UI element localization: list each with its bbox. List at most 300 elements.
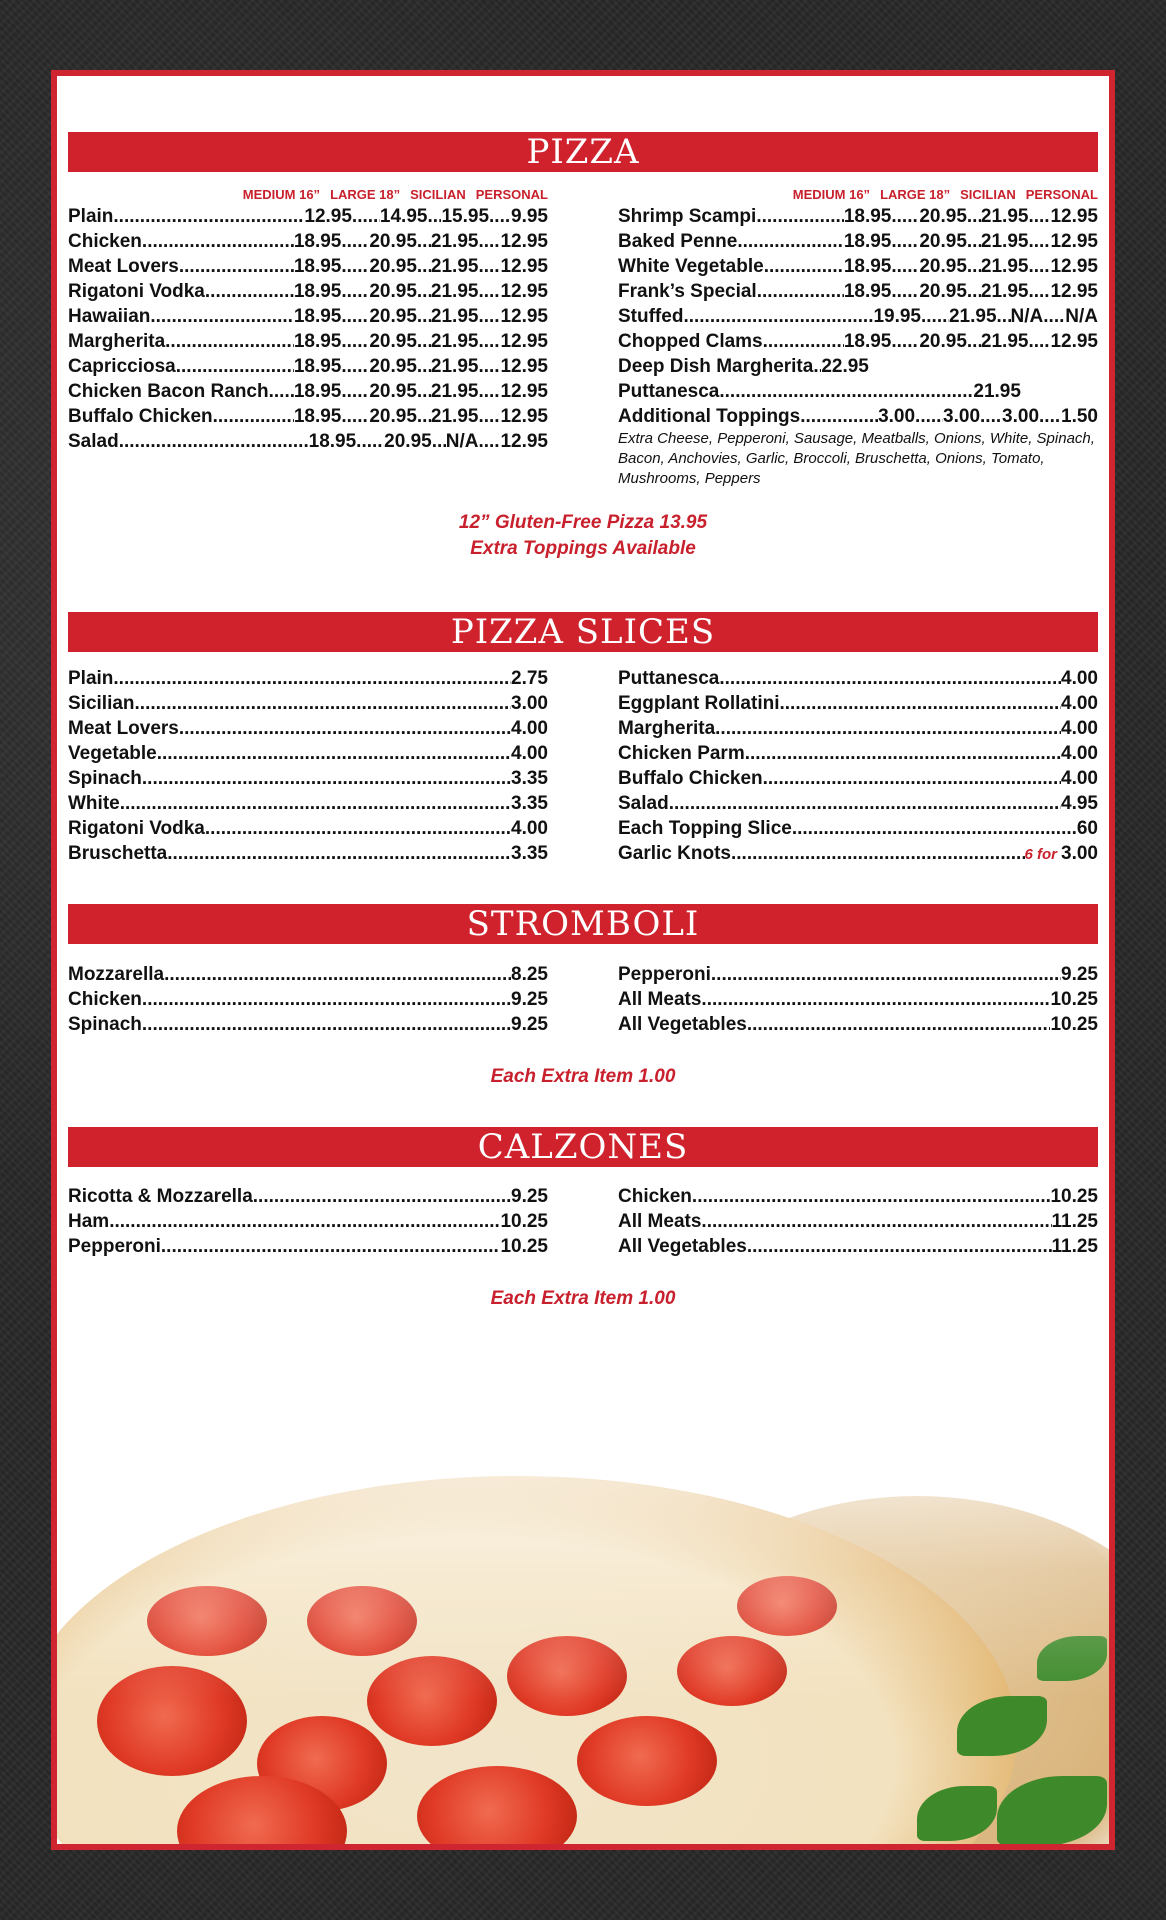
leader-dots — [167, 841, 511, 866]
item-price: 20.95 — [384, 431, 432, 452]
item-price: 21.95 — [430, 231, 479, 252]
leader-dots — [747, 1234, 1052, 1259]
item-price: 12.95 — [1050, 206, 1098, 227]
menu-item — [618, 279, 1098, 304]
calzones-right-column — [618, 1184, 1098, 1259]
item-price: 19.95 — [873, 306, 921, 327]
menu-item — [68, 841, 548, 866]
item-price: 4.00 — [1061, 768, 1098, 789]
leader-dots — [780, 691, 1062, 716]
item-name: Vegetable — [68, 743, 157, 764]
item-name: All Vegetables — [618, 1014, 747, 1035]
leader-dots — [142, 766, 511, 791]
leader-dots — [711, 962, 1061, 987]
menu-item — [618, 716, 1098, 741]
item-name: Bruschetta — [68, 843, 168, 864]
item-price: 18.95 — [293, 406, 342, 427]
item-name: Pepperoni — [618, 964, 711, 985]
menu-item — [618, 204, 1098, 229]
leader-dots — [341, 404, 369, 429]
leader-dots — [683, 304, 873, 329]
leader-dots — [921, 304, 949, 329]
item-name: Plain — [68, 668, 114, 689]
leader-dots — [432, 429, 446, 454]
leader-dots — [417, 354, 431, 379]
menu-item — [618, 741, 1098, 766]
leader-dots — [341, 254, 369, 279]
item-price: 12.95 — [1050, 281, 1098, 302]
item-price: N/A — [1065, 306, 1098, 327]
calzones-left-column — [68, 1184, 548, 1259]
item-price: 21.95 — [948, 306, 997, 327]
leader-dots — [142, 229, 294, 254]
menu-item — [618, 987, 1098, 1012]
menu-item — [618, 962, 1098, 987]
leader-dots — [1043, 304, 1065, 329]
leader-dots — [478, 229, 500, 254]
leader-dots — [1028, 329, 1050, 354]
leader-dots — [417, 329, 431, 354]
menu-item — [68, 229, 548, 254]
menu-item — [68, 1209, 548, 1234]
calzones-banner: CALZONES — [68, 1127, 1098, 1167]
leader-dots — [967, 229, 981, 254]
menu-item — [68, 1184, 548, 1209]
item-price: 20.95 — [919, 206, 967, 227]
item-name: Each Topping Slice — [618, 818, 792, 839]
menu-item-toppings: Additional Toppings ..... 3.00 ..... 3.00 ..... 3.00 ..... 1.50 — [618, 404, 1098, 429]
leader-dots — [417, 279, 431, 304]
item-price: 12.95 — [304, 206, 352, 227]
header-large: LARGE 18” — [330, 187, 401, 202]
item-price: 21.95 — [980, 231, 1029, 252]
item-price: 12.95 — [500, 331, 548, 352]
item-price: 12.95 — [500, 281, 548, 302]
leader-dots — [157, 741, 511, 766]
leader-dots — [478, 379, 500, 404]
menu-item — [68, 379, 548, 404]
menu-item — [618, 666, 1098, 691]
leader-dots — [341, 229, 369, 254]
leader-dots — [489, 204, 511, 229]
menu-item — [68, 987, 548, 1012]
item-price: 8.25 — [511, 964, 548, 985]
leader-dots — [891, 329, 919, 354]
leader-dots — [891, 254, 919, 279]
item-price: 11.25 — [1051, 1211, 1098, 1232]
toppings-list: Extra Cheese, Pepperoni, Sausage, Meatballs, Onions, White, Spinach, Bacon, Anchovies, Garlic, Broccoli, Bruschetta, Onions, Tomato, Mushrooms, Peppers — [618, 430, 1095, 487]
leader-dots — [253, 1184, 511, 1209]
gluten-free-note: 12” Gluten-Free Pizza 13.95 — [458, 512, 708, 533]
item-price: 18.95 — [293, 281, 342, 302]
item-price: 9.25 — [511, 989, 548, 1010]
item-price: 20.95 — [369, 406, 417, 427]
item-price: 9.25 — [511, 1186, 548, 1207]
item-price: 4.00 — [511, 743, 548, 764]
leader-dots — [142, 987, 511, 1012]
item-name: Capricciosa — [68, 356, 176, 377]
menu-item — [618, 766, 1098, 791]
item-name: Margherita — [68, 331, 166, 352]
leader-dots — [417, 229, 431, 254]
item-name: White — [68, 793, 120, 814]
menu-item — [68, 962, 548, 987]
item-price: 20.95 — [369, 331, 417, 352]
item-price: 20.95 — [369, 381, 417, 402]
slices-left-column — [68, 666, 548, 866]
item-price: 12.95 — [500, 381, 548, 402]
leader-dots — [891, 204, 919, 229]
menu-item — [68, 304, 548, 329]
menu-item — [618, 1234, 1098, 1259]
item-price: 3.00 — [511, 693, 548, 714]
leader-dots — [417, 254, 431, 279]
menu-item — [68, 791, 548, 816]
leader-dots — [715, 716, 1061, 741]
stromboli-right-column — [618, 962, 1098, 1037]
item-price: 18.95 — [293, 231, 342, 252]
item-price: 9.25 — [1061, 964, 1098, 985]
header-personal: PERSONAL — [475, 187, 548, 202]
leader-dots — [756, 204, 843, 229]
item-price: 4.00 — [511, 818, 548, 839]
item-price: 18.95 — [293, 356, 342, 377]
leader-dots — [719, 666, 1061, 691]
leader-dots — [164, 962, 511, 987]
item-price: 10.25 — [1050, 1014, 1098, 1035]
extra-toppings-note: Extra Toppings Available — [470, 538, 696, 559]
header-medium: MEDIUM 16” — [242, 187, 321, 202]
item-name: Spinach — [68, 1014, 142, 1035]
item-price: 21.95 — [980, 281, 1029, 302]
item-price: N/A — [445, 431, 479, 452]
leader-dots — [1028, 279, 1050, 304]
item-price: 18.95 — [308, 431, 357, 452]
menu-item — [68, 1234, 548, 1259]
leader-dots — [478, 354, 500, 379]
item-price: 20.95 — [369, 306, 417, 327]
leader-dots — [179, 716, 511, 741]
menu-item — [618, 1184, 1098, 1209]
item-price: 21.95 — [980, 331, 1029, 352]
leader-dots — [967, 204, 981, 229]
leader-dots — [341, 279, 369, 304]
leader-dots — [478, 329, 500, 354]
leader-dots — [113, 666, 511, 691]
pizza-right-column — [618, 186, 1098, 489]
menu-item — [618, 329, 1098, 354]
leader-dots — [427, 204, 441, 229]
leader-dots — [205, 816, 511, 841]
item-price: 18.95 — [843, 231, 892, 252]
item-price: 18.95 — [843, 206, 892, 227]
item-price: 9.25 — [511, 1014, 548, 1035]
item-price: 21.95 — [430, 381, 479, 402]
item-price: 18.95 — [293, 381, 342, 402]
item-name: Shrimp Scampi — [618, 206, 757, 227]
item-name: Buffalo Chicken — [618, 768, 763, 789]
leader-dots — [161, 1234, 501, 1259]
menu-board — [51, 70, 1115, 1850]
item-name: Chicken — [68, 989, 142, 1010]
item-name: Rigatoni Vodka — [68, 281, 205, 302]
menu-item — [68, 741, 548, 766]
item-name: All Vegetables — [618, 1236, 747, 1257]
item-price: 10.25 — [500, 1211, 548, 1232]
menu-item — [618, 1012, 1098, 1037]
item-name: Chicken — [618, 1186, 692, 1207]
pizza-photo — [57, 1336, 1109, 1850]
pizza-size-headers — [68, 186, 548, 204]
item-name: Meat Lovers — [68, 718, 179, 739]
leader-dots — [792, 816, 1072, 841]
item-name: Hawaiian — [68, 306, 151, 327]
item-name: Pepperoni — [68, 1236, 161, 1257]
item-price: 21.95 — [430, 306, 479, 327]
header-sicilian: SICILIAN — [960, 187, 1016, 202]
menu-item — [618, 304, 1098, 329]
item-price: 12.95 — [500, 431, 548, 452]
menu-item — [68, 354, 548, 379]
leader-dots — [701, 987, 1050, 1012]
menu-item — [68, 429, 548, 454]
item-name: Chopped Clams — [618, 331, 763, 352]
item-price: 20.95 — [369, 231, 417, 252]
menu-item — [68, 1012, 548, 1037]
item-price: 21.95 — [430, 356, 479, 377]
leader-dots — [341, 354, 369, 379]
menu-item — [68, 691, 548, 716]
leader-dots — [967, 329, 981, 354]
item-price: 3.35 — [511, 793, 548, 814]
leader-dots — [478, 304, 500, 329]
leader-dots — [1028, 254, 1050, 279]
item-price: 3.35 — [511, 768, 548, 789]
leader-dots — [478, 254, 500, 279]
photo-fade — [57, 1336, 1109, 1850]
item-price: 21.95 — [430, 281, 479, 302]
header-personal: PERSONAL — [1025, 187, 1098, 202]
menu-item — [68, 404, 548, 429]
leader-dots — [213, 404, 294, 429]
item-price: 12.95 — [500, 231, 548, 252]
menu-item: Deep Dish Margherita ..... 22.95 — [618, 354, 1098, 379]
leader-dots — [967, 279, 981, 304]
menu-item: Puttanesca ..... 21.95 — [618, 379, 1098, 404]
leader-dots — [119, 429, 309, 454]
item-name: Chicken Parm — [618, 743, 745, 764]
leader-dots — [417, 379, 431, 404]
item-name: Chicken Bacon Ranch — [68, 381, 269, 402]
item-name: All Meats — [618, 989, 702, 1010]
item-price: 20.95 — [919, 281, 967, 302]
item-name: All Meats — [618, 1211, 702, 1232]
item-name: White Vegetable — [618, 256, 764, 277]
pizza-size-headers-right — [618, 186, 1098, 204]
item-price: 3.35 — [511, 843, 548, 864]
item-price: 4.00 — [1061, 743, 1098, 764]
menu-item — [68, 204, 548, 229]
item-name: Baked Penne — [618, 231, 738, 252]
leader-dots — [120, 791, 511, 816]
leader-dots — [701, 1209, 1051, 1234]
item-price: 12.95 — [1050, 231, 1098, 252]
menu-item — [68, 329, 548, 354]
leader-dots — [764, 254, 844, 279]
item-name: Buffalo Chicken — [68, 406, 213, 427]
pizza-banner: PIZZA — [68, 132, 1098, 172]
item-price: 18.95 — [293, 256, 342, 277]
leader-dots — [165, 329, 294, 354]
menu-item-garlic-knots: Garlic Knots ..... 6 for 3.00 — [618, 841, 1098, 866]
leader-dots — [176, 354, 294, 379]
item-price: 10.25 — [1050, 1186, 1098, 1207]
leader-dots — [478, 404, 500, 429]
menu-item — [618, 791, 1098, 816]
item-price: 20.95 — [919, 256, 967, 277]
leader-dots — [669, 791, 1061, 816]
item-price: 20.95 — [919, 331, 967, 352]
header-medium: MEDIUM 16” — [792, 187, 871, 202]
menu-item — [618, 229, 1098, 254]
item-price: 12.95 — [500, 406, 548, 427]
menu-item — [68, 766, 548, 791]
leader-dots — [417, 404, 431, 429]
leader-dots — [356, 429, 384, 454]
item-price: 12.95 — [500, 256, 548, 277]
item-price: 21.95 — [430, 256, 479, 277]
leader-dots — [150, 304, 293, 329]
leader-dots — [341, 329, 369, 354]
header-sicilian: SICILIAN — [410, 187, 466, 202]
leader-dots — [763, 766, 1061, 791]
leader-dots — [142, 1012, 511, 1037]
leader-dots — [352, 204, 380, 229]
item-price: 21.95 — [980, 256, 1029, 277]
item-name: Plain — [68, 206, 114, 227]
item-name: Eggplant Rollatini — [618, 693, 780, 714]
item-name: Rigatoni Vodka — [68, 818, 205, 839]
stromboli-left-column — [68, 962, 548, 1037]
item-price: 21.95 — [430, 406, 479, 427]
item-price: 18.95 — [843, 281, 892, 302]
item-name: Margherita — [618, 718, 716, 739]
item-price: 21.95 — [430, 331, 479, 352]
leader-dots — [478, 279, 500, 304]
stromboli-banner: STROMBOLI — [68, 904, 1098, 944]
slices-banner: PIZZA SLICES — [68, 612, 1098, 652]
item-price: N/A — [1010, 306, 1044, 327]
menu-item — [618, 254, 1098, 279]
leader-dots — [891, 279, 919, 304]
menu-item — [618, 816, 1098, 841]
item-name: Mozzarella — [68, 964, 165, 985]
leader-dots — [747, 1012, 1051, 1037]
leader-dots — [205, 279, 294, 304]
item-name: Sicilian — [68, 693, 135, 714]
menu-item — [68, 279, 548, 304]
item-name: Salad — [68, 431, 119, 452]
item-price: 20.95 — [369, 356, 417, 377]
item-price: 21.95 — [980, 206, 1029, 227]
menu-item — [618, 1209, 1098, 1234]
leader-dots — [745, 741, 1061, 766]
menu-item — [68, 716, 548, 741]
leader-dots — [737, 229, 843, 254]
item-name: Meat Lovers — [68, 256, 179, 277]
leader-dots — [341, 304, 369, 329]
menu-item — [68, 666, 548, 691]
leader-dots — [757, 279, 844, 304]
item-price: .60 — [1071, 818, 1098, 839]
leader-dots — [692, 1184, 1051, 1209]
stromboli-note: Each Extra Item 1.00 — [490, 1066, 676, 1087]
pizza-left-column — [68, 186, 548, 454]
leader-dots — [763, 329, 844, 354]
item-price: 18.95 — [843, 331, 892, 352]
item-price: 18.95 — [293, 306, 342, 327]
leader-dots — [997, 304, 1011, 329]
item-price: 11.25 — [1051, 1236, 1098, 1257]
leader-dots — [135, 691, 511, 716]
leader-dots — [478, 429, 500, 454]
item-price: 20.95 — [369, 256, 417, 277]
leader-dots — [113, 204, 304, 229]
item-price: 4.00 — [1061, 668, 1098, 689]
item-price: 4.00 — [511, 718, 548, 739]
item-price: 15.95 — [441, 206, 490, 227]
item-name: Salad — [618, 793, 669, 814]
item-price: 10.25 — [500, 1236, 548, 1257]
item-price: 9.95 — [511, 206, 548, 227]
menu-item — [68, 254, 548, 279]
header-large: LARGE 18” — [880, 187, 951, 202]
item-name: Ricotta & Mozzarella — [68, 1186, 253, 1207]
slices-right-column — [618, 666, 1098, 866]
leader-dots — [269, 379, 294, 404]
item-price: 4.00 — [1061, 693, 1098, 714]
item-name: Stuffed — [618, 306, 684, 327]
item-name: Puttanesca — [618, 668, 720, 689]
leader-dots — [179, 254, 294, 279]
item-price: 12.95 — [1050, 331, 1098, 352]
menu-item — [68, 816, 548, 841]
item-price: 2.75 — [511, 668, 548, 689]
item-price: 18.95 — [843, 256, 892, 277]
item-price: 14.95 — [379, 206, 428, 227]
item-price: 4.95 — [1061, 793, 1098, 814]
item-name: Ham — [68, 1211, 110, 1232]
item-price: 12.95 — [500, 306, 548, 327]
calzones-note: Each Extra Item 1.00 — [490, 1288, 676, 1309]
item-name: Chicken — [68, 231, 142, 252]
item-price: 20.95 — [369, 281, 417, 302]
menu-item — [618, 691, 1098, 716]
item-name: Frank’s Special — [618, 281, 757, 302]
leader-dots — [891, 229, 919, 254]
leader-dots — [417, 304, 431, 329]
leader-dots — [967, 254, 981, 279]
item-price: 12.95 — [500, 356, 548, 377]
item-price: 4.00 — [1061, 718, 1098, 739]
item-price: 20.95 — [919, 231, 967, 252]
leader-dots — [109, 1209, 500, 1234]
item-price: 10.25 — [1050, 989, 1098, 1010]
item-name: Spinach — [68, 768, 142, 789]
leader-dots — [1028, 229, 1050, 254]
leader-dots — [341, 379, 369, 404]
leader-dots — [1028, 204, 1050, 229]
